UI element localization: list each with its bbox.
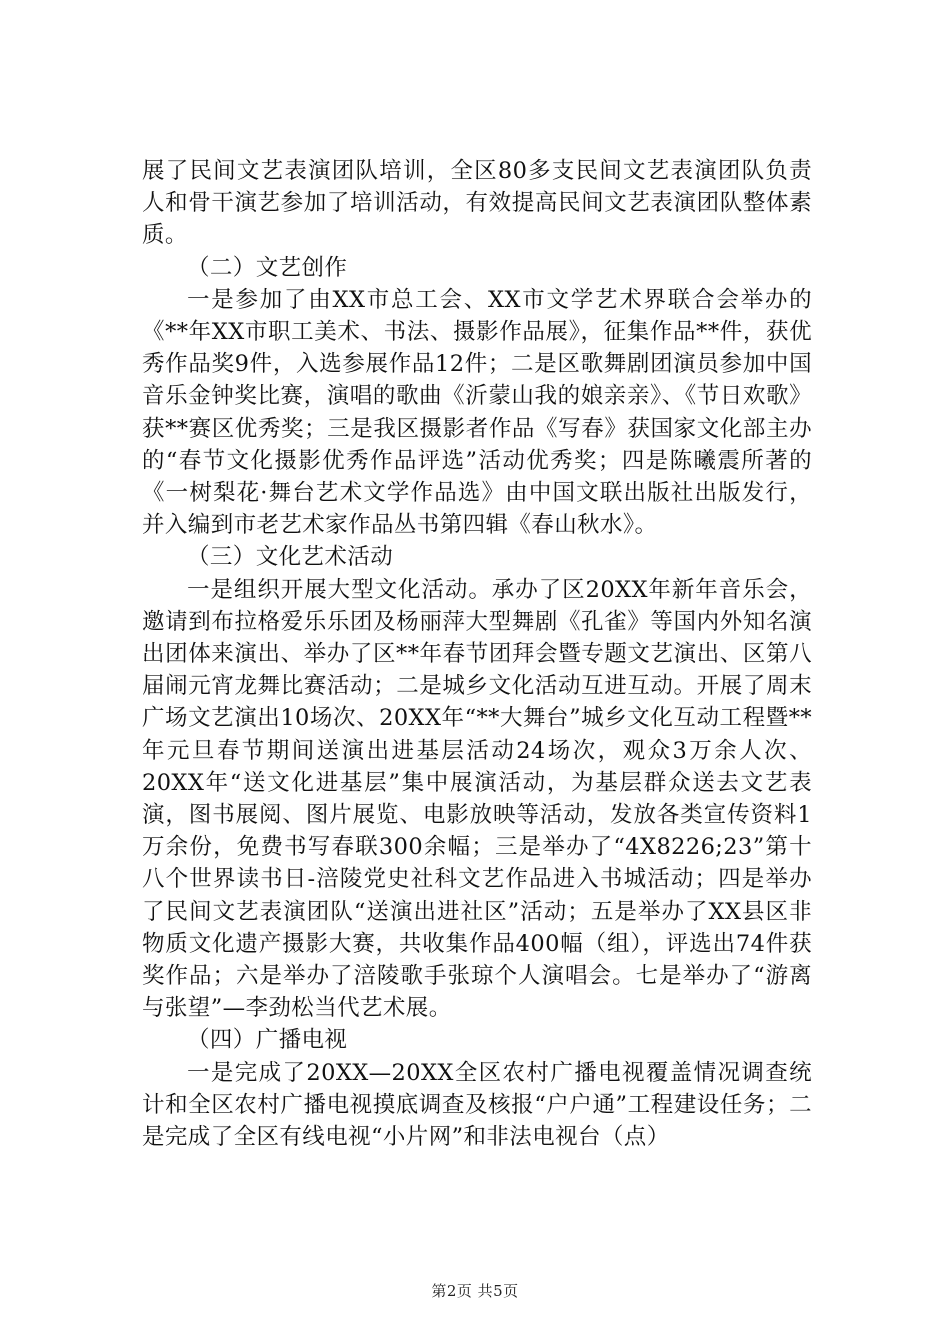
section-heading-literary-creation: （二）文艺创作 (187, 254, 348, 281)
paragraph-broadcast-tv: 一是完成了20XX—20XX全区农村广播电视覆盖情况调查统计和全区农村广播电视摸底调查及核报“户户通”工程建设任务；二是完成了全区有线电视“小片网”和非法电视台（点） (142, 1059, 812, 1151)
section-heading-cultural-activities: （三）文化艺术活动 (187, 544, 394, 571)
page-footer: 第2页 共5页 (431, 1282, 519, 1300)
paragraph-literary-creation: 一是参加了由XX市总工会、XX市文学艺术界联合会举办的《**年XX市职工美术、书法、摄影作品展》，征集作品**件，获优秀作品奖9件，入选参展作品12件；二是区歌舞剧团演员参加中国音乐金钟奖比赛，演唱的歌曲《沂蒙山我的娘亲亲》、《节日欢歌》获**赛区优秀奖；三是我区摄影者作品《写春》获国家文化部主办的“春节文化摄影优秀作品评选”活动优秀奖；四是陈曦震所著的《一树梨花·舞台艺术文学作品选》由中国文联出版社出版发行，并入编到市老艺术家作品丛书第四辑《春山秋水》。 (142, 286, 812, 539)
section-heading-broadcast-tv: （四）广播电视 (187, 1027, 348, 1054)
paragraph-continued: 展了民间文艺表演团队培训，全区80多支民间文艺表演团队负责人和骨干演艺参加了培训活动，有效提高民间文艺表演团队整体素质。 (142, 158, 812, 249)
document-body (142, 155, 812, 1153)
paragraph-cultural-activities: 一是组织开展大型文化活动。承办了区20XX年新年音乐会，邀请到布拉格爱乐乐团及杨丽萍大型舞剧《孔雀》等国内外知名演出团体来演出、举办了区**年春节团拜会暨专题文艺演出、区第八届闹元宵龙舞比赛活动；二是城乡文化活动互进互动。开展了周末广场文艺演出10场次、20XX年“**大舞台”城乡文化互动工程暨**年元旦春节期间送演出进基层活动24场次，观众3万余人次、20XX年“送文化进基层”集中展演活动，为基层群众送去文艺表演，图书展阅、图片展览、电影放映等活动，发放各类宣传资料1万余份，免费书写春联300余幅；三是举办了“4X8226;23”第十八个世界读书日-涪陵党史社科文艺作品进入书城活动；四是举办了民间文艺表演团队“送演出进社区”活动；五是举办了XX县区非物质文化遗产摄影大赛，共收集作品400幅（组），评选出74件获奖作品；六是举办了涪陵歌手张琼个人演唱会。七是举办了“游离与张望”—李劲松当代艺术展。 (142, 576, 812, 1022)
